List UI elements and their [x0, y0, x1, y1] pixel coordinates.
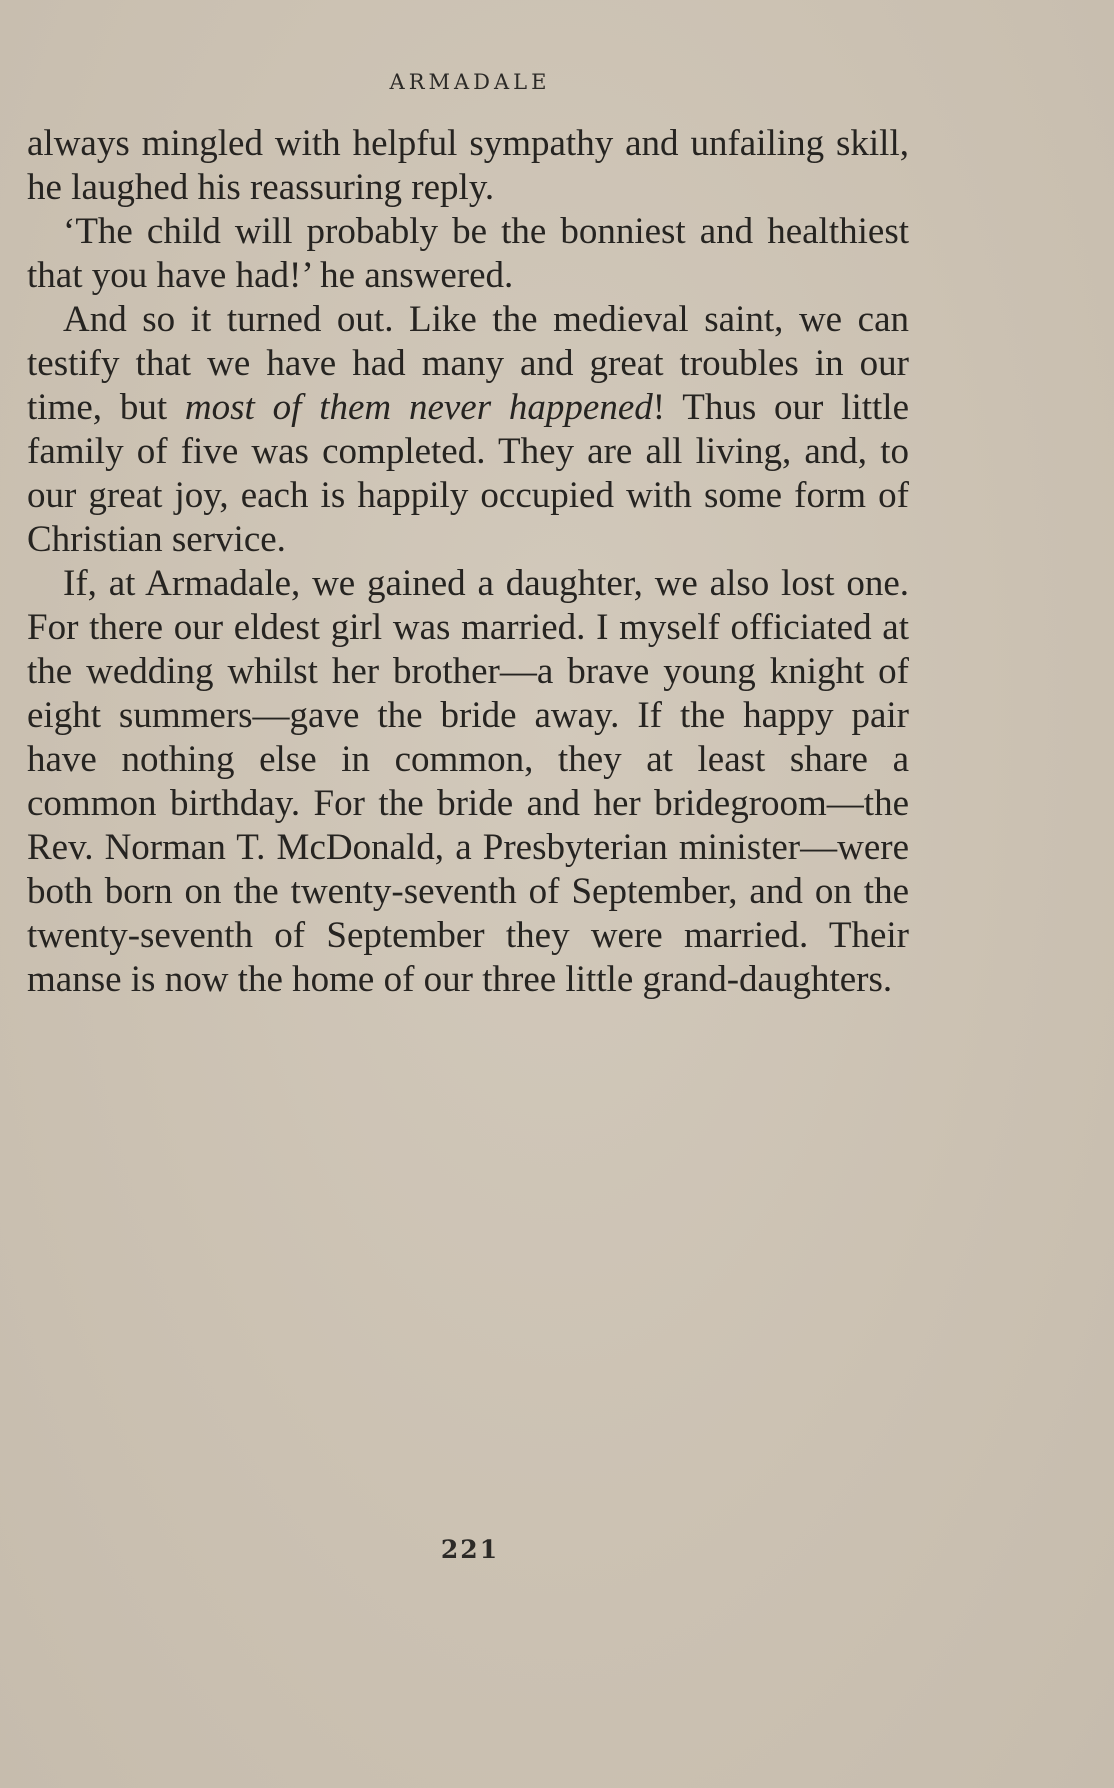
page-body	[27, 122, 909, 1002]
paragraph-3-italic: most of them never happened	[184, 387, 653, 428]
paragraph-2: ‘The child will probably be the bonniest and healthiest that you have had!’ he answered.	[27, 211, 909, 296]
paragraph-4: If, at Armadale, we gained a daughter, we also lost one. For there our eldest girl was married. I myself officiated at the wedding whilst her brother—a brave young knight of eight summers—gave the bride away. If the happy pair have nothing else in common, they at least share a common birthday. For the bride and her bridegroom—the Rev. Norman T. McDonald, a Presbyterian minister—were both born on the twenty-seventh of September, and on the twenty-seventh of September they were married. Their manse is now the home of our three little grand-daughters.	[27, 563, 909, 1000]
paragraph-3-after: ! Thus our little family of five was completed. They are all living, and, to our great joy, each is happily occupied with some form of Christian service.	[27, 387, 910, 560]
paragraph-3-before: And so it turned out. Like the medieval saint, we can testify that we have had many and great troubles in our time, but	[27, 299, 909, 428]
running-header: ARMADALE	[389, 70, 551, 94]
page-number: 221	[440, 1535, 500, 1564]
paragraph-3	[27, 298, 909, 562]
paragraph-1: always mingled with helpful sympathy and unfailing skill, he laughed his reassuring reply.	[27, 123, 909, 208]
